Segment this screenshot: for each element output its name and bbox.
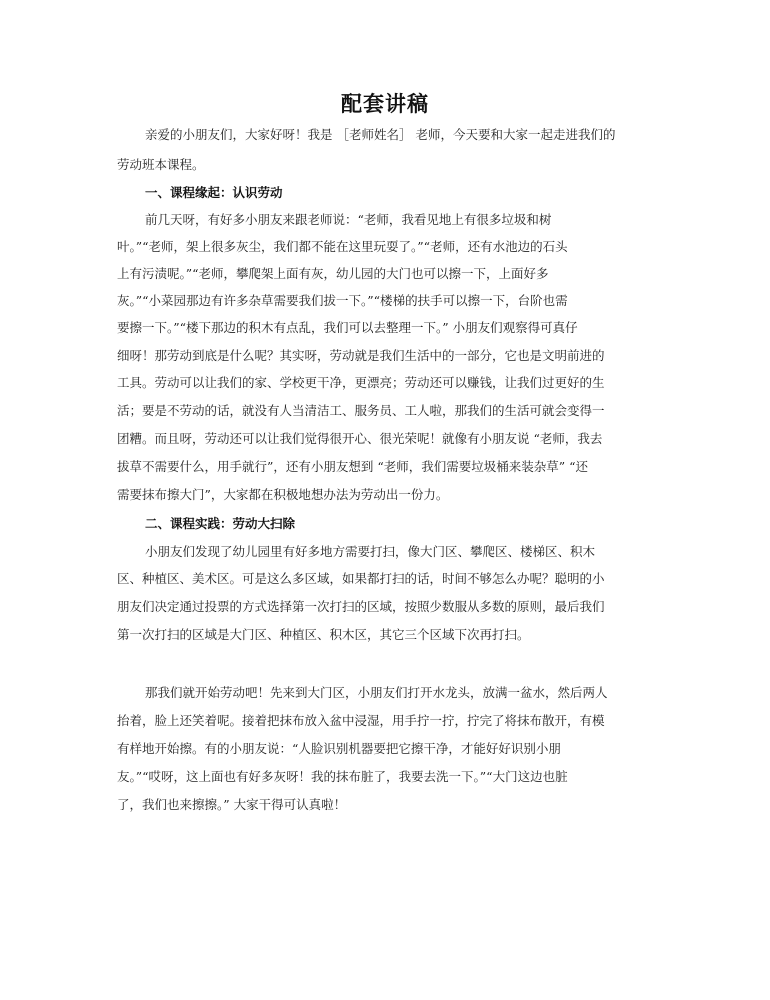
paragraph-line: 灰。”“小菜园那边有许多杂草需要我们拔一下。”“楼梯的扶手可以擦一下，台阶也需 <box>117 293 568 308</box>
paragraph-line: 叶。”“老师，架上很多灰尘，我们都不能在这里玩耍了。”“老师，还有水池边的石头 <box>117 239 568 254</box>
page-title: 配套讲稿 <box>341 91 429 116</box>
section-heading-practice: 二、课程实践：劳动大扫除 <box>145 516 296 531</box>
intro-line-1: 亲爱的小朋友们，大家好呀！我是 ［老师姓名］ 老师，今天要和大家一起走进我们的 <box>145 127 616 142</box>
paragraph-line: 活；要是不劳动的话，就没有人当清洁工、服务员、工人啦，那我们的生活可就会变得一 <box>117 403 605 418</box>
section-heading-origin: 一、课程缘起：认识劳动 <box>145 185 283 200</box>
paragraph-line: 友。”“哎呀，这上面也有好多灰呀！我的抹布脏了，我要去洗一下。”“大门这边也脏 <box>117 769 568 784</box>
paragraph-line: 抬着，脸上还笑着呢。接着把抹布放入盆中浸湿，用手拧一拧，拧完了将抹布散开，有模 <box>117 713 605 728</box>
paragraph-line: 有样地开始擦。有的小朋友说：“人脸识别机器要把它擦干净，才能好好识别小朋 <box>117 741 561 756</box>
paragraph-line: 细呀！那劳动到底是什么呢？其实呀，劳动就是我们生活中的一部分，它也是文明前进的 <box>117 348 605 363</box>
paragraph-line: 上有污渍呢。”“老师，攀爬架上面有灰，幼儿园的大门也可以擦一下，上面好多 <box>117 266 549 281</box>
paragraph-line: 小朋友们发现了幼儿园里有好多地方需要打扫，像大门区、攀爬区、楼梯区、积木 <box>145 544 596 559</box>
intro-line-2: 劳动班本课程。 <box>117 157 205 172</box>
paragraph-line: 朋友们决定通过投票的方式选择第一次打扫的区域，按照少数服从多数的原则，最后我们 <box>117 599 605 614</box>
paragraph-line: 要擦一下。”“楼下那边的积木有点乱，我们可以去整理一下。” 小朋友们观察得可真仔 <box>117 320 578 335</box>
paragraph-line: 需要抹布擦大门”，大家都在积极地想办法为劳动出一份力。 <box>117 487 449 502</box>
paragraph-line: 工具。劳动可以让我们的家、学校更干净，更漂亮；劳动还可以赚钱，让我们过更好的生 <box>117 375 605 390</box>
paragraph-line: 第一次打扫的区域是大门区、种植区、积木区，其它三个区域下次再打扫。 <box>117 627 530 642</box>
paragraph-line: 区、种植区、美术区。可是这么多区域，如果都打扫的话，时间不够怎么办呢？聪明的小 <box>117 571 605 586</box>
paragraph-line: 了，我们也来擦擦。” 大家干得可认真啦！ <box>117 797 347 812</box>
paragraph-line: 前几天呀，有好多小朋友来跟老师说：“老师，我看见地上有很多垃圾和树 <box>145 212 552 227</box>
paragraph-line: 拔草不需要什么，用手就行”，还有小朋友想到 “老师，我们需要垃圾桶来装杂草” “还 <box>117 459 589 474</box>
paragraph-line: 那我们就开始劳动吧！先来到大门区，小朋友们打开水龙头，放满一盆水，然后两人 <box>145 685 608 700</box>
paragraph-line: 团糟。而且呀，劳动还可以让我们觉得很开心、很光荣呢！就像有小朋友说 “老师，我去 <box>117 431 603 446</box>
